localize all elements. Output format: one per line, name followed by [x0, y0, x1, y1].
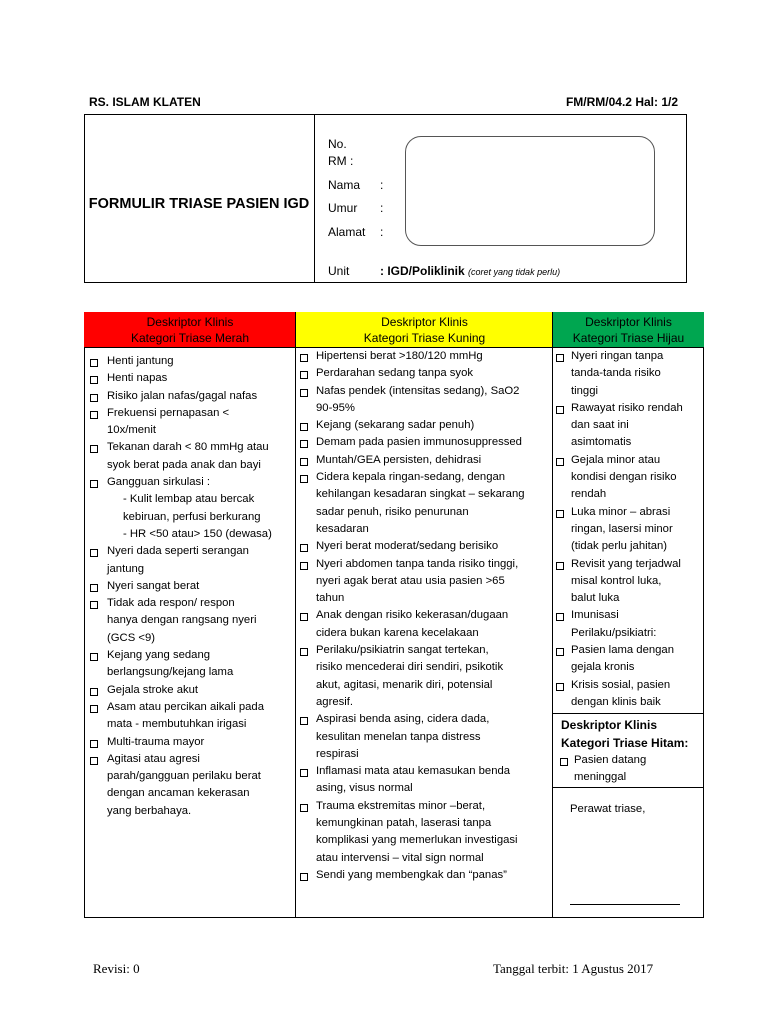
checkbox-icon[interactable] — [556, 510, 564, 518]
header-yellow-line2: Kategori Triase Kuning — [363, 331, 486, 345]
checkbox-icon[interactable] — [300, 475, 308, 483]
checkbox-icon[interactable] — [300, 371, 308, 379]
checkbox-icon[interactable] — [300, 458, 308, 466]
checkbox-icon[interactable] — [300, 354, 308, 362]
checklist-item-text: Nyeri berat moderat/sedang berisiko — [316, 540, 499, 553]
umur-colon: : — [380, 201, 384, 215]
checkbox-icon[interactable] — [300, 717, 308, 725]
checklist-item-text: Aspirasi benda asing, cidera dada, kesulitan menelan tanpa distress respirasi — [316, 713, 490, 760]
checkbox-icon[interactable] — [300, 389, 308, 397]
checklist-item — [300, 711, 552, 763]
nama-colon: : — [380, 178, 384, 192]
checklist-item — [90, 734, 294, 751]
checkbox-icon[interactable] — [300, 562, 308, 570]
checklist-item — [300, 434, 552, 451]
checklist-item-text: Sendi yang membengkak dan “panas” — [316, 868, 507, 881]
checkbox-icon[interactable] — [90, 740, 98, 748]
checklist-item-text: Gangguan sirkulasi : — [107, 476, 210, 489]
checklist-item-text: Nyeri dada seperti serangan jantung — [107, 545, 249, 575]
checkbox-icon[interactable] — [560, 758, 568, 766]
checkbox-icon[interactable] — [90, 359, 98, 367]
checklist-item — [556, 400, 702, 452]
header-red-line2: Kategori Triase Merah — [130, 331, 250, 345]
form-title: FORMULIR TRIASE PASIEN IGD — [88, 196, 310, 212]
alamat-colon: : — [380, 225, 384, 239]
checkbox-icon[interactable] — [556, 354, 564, 362]
checklist-item-text: Revisit yang terjadwal misal kontrol luka, balut luka — [571, 557, 681, 605]
patient-label-box[interactable] — [405, 136, 655, 246]
yellow-list — [300, 348, 552, 884]
checklist-item — [90, 474, 294, 543]
checklist-item-text: Trauma ekstremitas minor –berat, kemungkinan patah, laserasi tanpa komplikasi yang memerlukan investigasi atau intervensi – vital sign normal — [316, 799, 518, 864]
checklist-item — [90, 647, 294, 682]
checklist-item — [300, 556, 552, 608]
header-red-line1: Deskriptor Klinis — [146, 315, 234, 329]
checklist-item — [90, 595, 294, 647]
checkbox-icon[interactable] — [300, 769, 308, 777]
checklist-item — [90, 370, 294, 387]
unit-note: (coret yang tidak perlu) — [468, 267, 561, 277]
header-yellow-line1: Deskriptor Klinis — [381, 315, 468, 329]
unit-row — [380, 264, 560, 278]
black-section-bottom — [552, 787, 704, 788]
checkbox-icon[interactable] — [90, 411, 98, 419]
alamat-label: Alamat — [328, 225, 366, 239]
checklist-item-text: Demam pada pasien immunosuppressed — [316, 436, 522, 449]
nama-label: Nama — [328, 178, 361, 192]
checkbox-icon[interactable] — [90, 445, 98, 453]
checkbox-icon[interactable] — [556, 683, 564, 691]
checklist-item-text: Imunisasi Perilaku/psikiatri: — [571, 609, 657, 639]
checklist-item — [300, 365, 552, 382]
checkbox-icon[interactable] — [556, 406, 564, 414]
checkbox-icon[interactable] — [556, 562, 564, 570]
checkbox-icon[interactable] — [90, 376, 98, 384]
checklist-item-text: Agitasi atau agresi parah/gangguan perilaku berat dengan ancaman kekerasan yang berbahaya. — [107, 752, 261, 817]
checkbox-icon[interactable] — [90, 653, 98, 661]
checklist-item — [90, 751, 294, 820]
form-code: FM/RM/04.2 Hal: 1/2 — [565, 95, 678, 109]
checkbox-icon[interactable] — [300, 440, 308, 448]
header-green — [553, 312, 704, 348]
checklist-item — [90, 405, 294, 440]
checklist-item — [300, 417, 552, 434]
checklist-item — [556, 607, 702, 642]
checkbox-icon[interactable] — [300, 804, 308, 812]
checklist-item-text: Nafas pendek (intensitas sedang), SaO2 90-95% — [316, 384, 520, 414]
checkbox-icon[interactable] — [90, 705, 98, 713]
column-divider-1 — [295, 312, 296, 918]
checklist-item — [300, 469, 552, 538]
hospital-name: RS. ISLAM KLATEN — [89, 95, 201, 109]
checklist-item-text: Kejang (sekarang sadar penuh) — [316, 419, 475, 432]
checkbox-icon[interactable] — [556, 458, 564, 466]
checklist-item-text: Nyeri ringan tanpa tanda-tanda risiko tinggi — [571, 350, 664, 397]
unit-value: : IGD/Poliklinik — [380, 264, 465, 278]
checklist-item — [90, 439, 294, 474]
checklist-item-text: Cidera kepala ringan-sedang, dengan kehilangan kesadaran singkat – sekarang sadar penuh, risiko penurunan kesadaran — [316, 471, 525, 535]
checkbox-icon[interactable] — [90, 757, 98, 765]
checklist-item — [300, 607, 552, 642]
checklist-item — [90, 578, 294, 595]
checklist-item-text: Nyeri abdomen tanpa tanda risiko tinggi, nyeri agak berat atau usia pasien >65 tahun — [316, 557, 519, 605]
checklist-item — [300, 798, 552, 867]
checklist-item-text: Asam atau percikan aikali pada mata - membutuhkan irigasi — [107, 700, 264, 731]
checkbox-icon[interactable] — [90, 549, 98, 557]
unit-label: Unit — [328, 264, 350, 278]
checkbox-icon[interactable] — [90, 394, 98, 402]
checklist-item — [556, 348, 702, 400]
checklist-item — [300, 867, 552, 884]
checkbox-icon[interactable] — [300, 873, 308, 881]
black-section-top — [552, 713, 704, 714]
checkbox-icon[interactable] — [90, 601, 98, 609]
checklist-item — [556, 642, 702, 677]
signature-line — [570, 904, 680, 905]
checklist-item-text: Nyeri sangat berat — [107, 579, 200, 592]
black-category-title — [556, 716, 702, 752]
checklist-item-text: Multi-trauma mayor — [107, 735, 205, 748]
rm-label: RM : — [328, 154, 354, 168]
checklist-item-text: Rawayat risiko rendah dan saat ini asimtomatis — [571, 401, 683, 449]
checkbox-icon[interactable] — [300, 648, 308, 656]
checkbox-icon[interactable] — [300, 613, 308, 621]
checklist-item-text: Perilaku/psikiatrin sangat tertekan, risiko mencederai diri sendiri, psikotik akut, agitasi, menarik diri, potensial agresif. — [316, 644, 504, 708]
checklist-item-text: Tidak ada respon/ respon hanya dengan rangsang nyeri (GCS <9) — [107, 597, 257, 644]
checkbox-icon[interactable] — [300, 544, 308, 552]
checkbox-icon[interactable] — [90, 480, 98, 488]
checklist-item — [300, 348, 552, 365]
checklist-item — [300, 452, 552, 469]
checklist-item — [556, 504, 702, 556]
checklist-item-text: Anak dengan risiko kekerasan/dugaan cidera bukan karena kecelakaan — [316, 609, 509, 639]
checklist-item-text: Tekanan darah < 80 mmHg atau syok berat pada anak dan bayi — [107, 441, 269, 471]
checklist-item — [300, 538, 552, 555]
black-item — [556, 752, 702, 786]
checklist-item-text: Pasien lama dengan gejala kronis — [571, 644, 675, 674]
checklist-item-text: Krisis sosial, pasien dengan klinis baik — [571, 678, 671, 708]
checklist-item — [556, 452, 702, 504]
checklist-subitem-text: - Kulit lembap atau bercak kebiruan, perfusi berkurang - HR <50 atau> 150 (dewasa) — [123, 493, 272, 540]
checkbox-icon[interactable] — [300, 423, 308, 431]
identification-divider — [314, 114, 315, 283]
checkbox-icon[interactable] — [90, 688, 98, 696]
umur-label: Umur — [328, 201, 358, 215]
checklist-item-text: Gejala minor atau kondisi dengan risiko rendah — [571, 453, 677, 501]
checklist-item-text: Hipertensi berat >180/120 mmHg — [316, 350, 483, 362]
checkbox-icon[interactable] — [556, 648, 564, 656]
checklist-item-text: Risiko jalan nafas/gagal nafas — [107, 389, 258, 402]
red-list — [90, 348, 294, 820]
checklist-item — [300, 642, 552, 711]
checklist-item-text: Henti jantung — [107, 355, 174, 367]
checklist-item-text: Muntah/GEA persisten, dehidrasi — [316, 453, 482, 466]
checklist-item — [556, 556, 702, 608]
checklist-item-text: Henti napas — [107, 372, 168, 385]
checklist-item — [90, 682, 294, 699]
black-title-line1: Deskriptor Klinis — [561, 718, 658, 732]
checklist-item-text: Luka minor – abrasi ringan, lasersi minor (tidak perlu jahitan) — [571, 505, 673, 553]
checklist-item — [90, 353, 294, 370]
issue-date: Tanggal terbit: 1 Agustus 2017 — [493, 961, 654, 976]
checklist-item — [90, 543, 294, 578]
checklist-item — [300, 383, 552, 418]
checkbox-icon[interactable] — [90, 584, 98, 592]
checklist-item — [556, 677, 702, 712]
checklist-item-text: Gejala stroke akut — [107, 683, 199, 696]
nurse-label: Perawat triase, — [570, 803, 646, 815]
checklist-item — [90, 388, 294, 405]
black-title-line2: Kategori Triase Hitam: — [561, 736, 689, 750]
checklist-item-text: Inflamasi mata atau kemasukan benda asing, visus normal — [316, 765, 511, 795]
header-yellow — [296, 312, 553, 348]
column-divider-2 — [552, 312, 553, 918]
black-item-text: Pasien datang meninggal — [574, 754, 647, 783]
header-red — [84, 312, 296, 348]
checkbox-icon[interactable] — [556, 613, 564, 621]
no-label: No. — [328, 137, 347, 151]
checklist-item — [300, 763, 552, 798]
header-green-line2: Kategori Triase Hijau — [572, 331, 685, 345]
green-list — [556, 348, 702, 711]
revision: Revisi: 0 — [93, 961, 140, 976]
header-green-line1: Deskriptor Klinis — [585, 315, 672, 329]
checklist-item-text: Frekuensi pernapasan < 10x/menit — [107, 406, 230, 437]
checklist-item-text: Kejang yang sedang berlangsung/kejang lama — [107, 649, 234, 679]
checklist-item — [90, 699, 294, 734]
checklist-item-text: Perdarahan sedang tanpa syok — [316, 367, 474, 380]
